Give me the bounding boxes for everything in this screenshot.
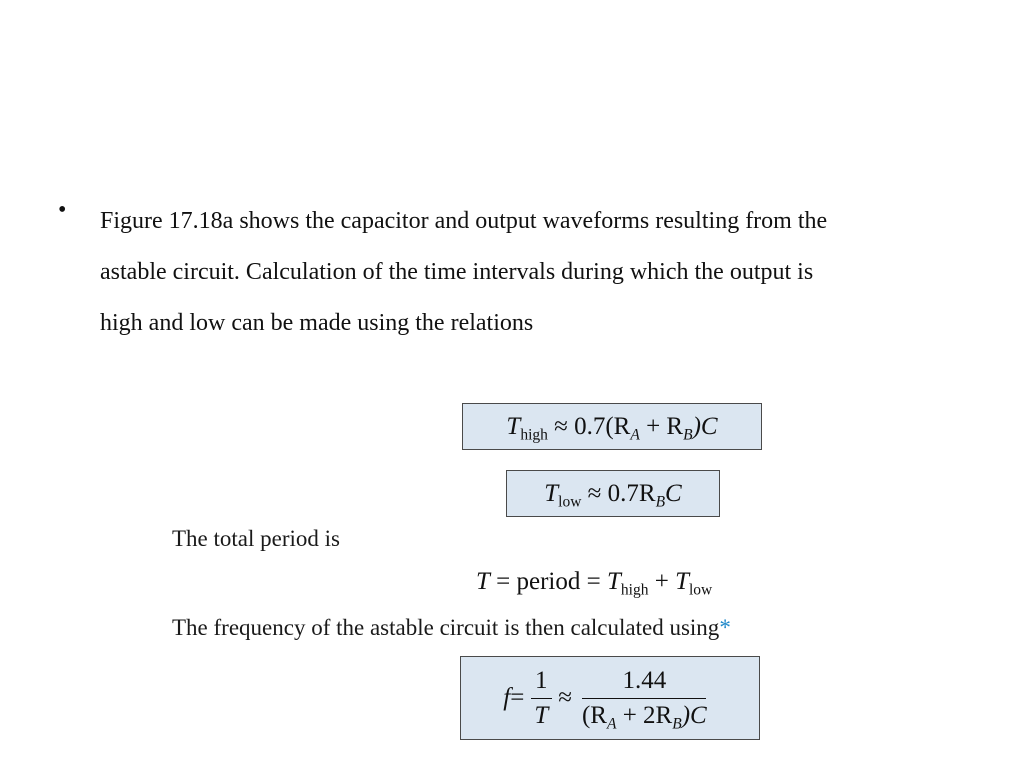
total-period-label: The total period is — [172, 526, 340, 551]
body-paragraph — [100, 196, 980, 349]
frequency-equation-box — [460, 656, 760, 740]
fraction-one-over-t: $\frac{1}{T}$ — [530, 666, 552, 731]
fraction-frequency-formula: $\frac{1.44}{(R_A + 2R_B)C}$ — [581, 666, 707, 732]
bullet-marker: • — [58, 197, 67, 223]
paragraph-line-2: astable circuit. Calculation of the time intervals during which the output is — [100, 259, 814, 285]
paragraph-line-1: Figure 17.18a shows the capacitor and output waveforms resulting from the — [100, 208, 828, 234]
t-high-equation-box — [462, 403, 762, 450]
frequency-intro-label: The frequency of the astable circuit is then calculated using* — [172, 615, 731, 640]
frequency-equation: f = $\frac{1}{T}$ ≈ $\frac{1.44}{(R_A + 2R_B)C}$ — [503, 666, 716, 731]
t-low-equation-box — [506, 470, 720, 517]
footnote-asterisk[interactable]: * — [719, 615, 731, 640]
period-equation: T = period = $T_{high} + T_{low}$ — [476, 568, 713, 599]
t-low-equation: $T_{low} \approx 0.7R_BC$ — [544, 479, 682, 510]
paragraph-line-3: high and low can be made using the relations — [100, 310, 534, 336]
t-high-equation: $T_{high} \approx 0.7(R_A + R_B)C$ — [506, 412, 718, 443]
